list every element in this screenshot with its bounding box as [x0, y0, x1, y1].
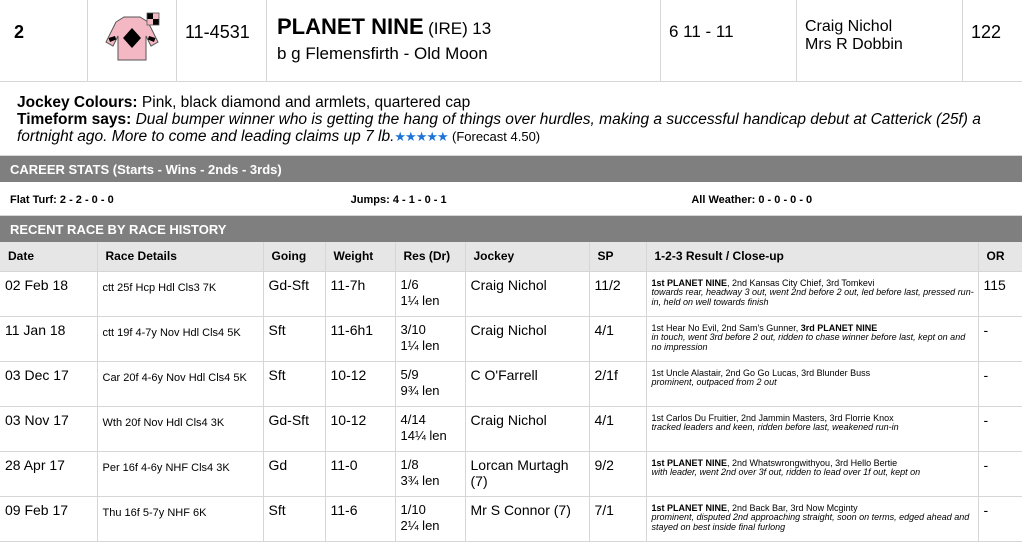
runner-info — [0, 82, 1022, 156]
form-figures: 11-4531 — [177, 0, 267, 81]
history-title: RECENT RACE BY RACE HISTORY — [0, 216, 1022, 242]
race-details[interactable]: Car 20f 4-6y Nov Hdl Cls4 5K — [97, 361, 263, 406]
winner-bold: 1st PLANET NINE — [651, 457, 728, 468]
col-weight: Weight — [325, 242, 395, 271]
placings: 1st Hear No Evil, 2nd Sam's Gunner, — [651, 322, 801, 333]
placed-bold: 3rd PLANET NINE — [800, 322, 878, 333]
table-row[interactable] — [0, 316, 1022, 361]
race-date: 02 Feb 18 — [0, 271, 97, 316]
race-jockey: C O'Farrell — [465, 361, 589, 406]
horse-name-cell — [267, 0, 661, 81]
col-going: Going — [263, 242, 325, 271]
race-or: 115 — [978, 271, 1022, 316]
closeup-comment: in touch, went 3rd before 2 out, ridden to chase winner before last, kept on and no impression — [651, 332, 966, 352]
race-going: Gd — [263, 451, 325, 496]
col-or: OR — [978, 242, 1022, 271]
race-result — [395, 271, 465, 316]
race-details[interactable]: Per 16f 4-6y NHF Cls4 3K — [97, 451, 263, 496]
result-closeup — [646, 451, 978, 496]
starting-price: 4/1 — [589, 316, 646, 361]
race-or: - — [978, 406, 1022, 451]
finish-position: 5/9 — [400, 366, 419, 382]
jockey-silks-icon — [102, 12, 162, 64]
all-weather-stats: All Weather: 0 - 0 - 0 - 0 — [691, 194, 813, 206]
race-date: 28 Apr 17 — [0, 451, 97, 496]
race-weight: 11-0 — [325, 451, 395, 496]
pedigree: b g Flemensfirth - Old Moon — [277, 44, 488, 63]
career-stats-title: CAREER STATS (Starts - Wins - 2nds - 3rds) — [0, 156, 1022, 182]
result-closeup — [646, 271, 978, 316]
finish-position: 4/14 — [400, 411, 426, 427]
star-rating-icon: ★★★★★ — [394, 129, 448, 144]
table-row[interactable] — [0, 451, 1022, 496]
table-row[interactable] — [0, 406, 1022, 451]
race-going: Sft — [263, 316, 325, 361]
closeup-comment: prominent, outpaced from 2 out — [651, 377, 777, 387]
race-date: 03 Nov 17 — [0, 406, 97, 451]
trainer-name[interactable]: Mrs R Dobbin — [805, 36, 903, 53]
beaten-distance: 1¼ len — [400, 337, 440, 353]
result-closeup — [646, 361, 978, 406]
race-date: 09 Feb 17 — [0, 496, 97, 541]
finish-position: 1/10 — [400, 501, 426, 517]
days-since-run: 13 — [472, 19, 492, 38]
race-details[interactable]: ctt 19f 4-7y Nov Hdl Cls4 5K — [97, 316, 263, 361]
race-result — [395, 316, 465, 361]
closeup-comment: with leader, went 2nd over 3f out, ridden to lead over 1f out, kept on — [651, 467, 921, 477]
runner-number: 2 — [0, 0, 88, 81]
race-weight: 11-7h — [325, 271, 395, 316]
beaten-distance: 14¼ len — [400, 427, 447, 443]
race-jockey: Craig Nichol — [465, 316, 589, 361]
winner-bold: 1st PLANET NINE — [651, 277, 728, 288]
career-stats-row — [0, 182, 1022, 216]
race-result — [395, 361, 465, 406]
placings: , 2nd Kansas City Chief, 3rd Tomkevi — [727, 277, 875, 288]
result-closeup — [646, 406, 978, 451]
starting-price: 7/1 — [589, 496, 646, 541]
placings: 1st Uncle Alastair, 2nd Go Go Lucas, 3rd Blunder Buss — [651, 367, 871, 378]
table-row[interactable] — [0, 496, 1022, 541]
race-going: Gd-Sft — [263, 406, 325, 451]
race-weight: 11-6 — [325, 496, 395, 541]
placings: 1st Carlos Du Fruitier, 2nd Jammin Masters, 3rd Florrie Knox — [651, 412, 894, 423]
race-result — [395, 406, 465, 451]
colours-text: Pink, black diamond and armlets, quartered cap — [141, 94, 471, 111]
race-weight: 11-6h1 — [325, 316, 395, 361]
beaten-distance: 3¾ len — [400, 472, 440, 488]
closeup-comment: tracked leaders and keen, ridden before last, weakened run-in — [651, 422, 899, 432]
race-date: 11 Jan 18 — [0, 316, 97, 361]
result-closeup — [646, 496, 978, 541]
winner-bold: 1st PLANET NINE — [651, 502, 728, 513]
beaten-distance: 9¾ len — [400, 382, 440, 398]
race-history-table — [0, 242, 1022, 542]
jockey-name[interactable]: Craig Nichol — [805, 18, 893, 35]
finish-position: 3/10 — [400, 321, 426, 337]
race-or: - — [978, 361, 1022, 406]
col-date: Date — [0, 242, 97, 271]
race-jockey: Craig Nichol — [465, 271, 589, 316]
table-header — [0, 242, 1022, 271]
horse-name[interactable]: PLANET NINE — [277, 14, 424, 39]
placings: , 2nd Whatswrongwithyou, 3rd Hello Bertie — [727, 457, 898, 468]
silk-cell — [88, 0, 177, 81]
race-going: Gd-Sft — [263, 271, 325, 316]
placings: , 2nd Back Bar, 3rd Now Mcginty — [727, 502, 858, 513]
race-details[interactable]: Thu 16f 5-7y NHF 6K — [97, 496, 263, 541]
closeup-comment: towards rear, headway 3 out, went 2nd before 2 out, led before last, pressed run-in, held on well towards finish — [651, 287, 974, 307]
race-details[interactable]: ctt 25f Hcp Hdl Cls3 7K — [97, 271, 263, 316]
race-jockey: Lorcan Murtagh (7) — [465, 451, 589, 496]
col-sp: SP — [589, 242, 646, 271]
race-going: Sft — [263, 361, 325, 406]
race-going: Sft — [263, 496, 325, 541]
flat-turf-stats: Flat Turf: 2 - 2 - 0 - 0 — [10, 194, 114, 206]
forecast-odds: (Forecast 4.50) — [451, 129, 541, 144]
connections — [797, 0, 963, 81]
closeup-comment: prominent, disputed 2nd approaching straight, soon on terms, edged ahead and stayed on best inside final furlong — [651, 512, 970, 532]
col-closeup: 1-2-3 Result / Close-up — [646, 242, 978, 271]
timeform-label: Timeform says: — [17, 111, 132, 128]
beaten-distance: 1¼ len — [400, 292, 440, 308]
starting-price: 11/2 — [589, 271, 646, 316]
race-weight: 10-12 — [325, 361, 395, 406]
timeform-comment: Dual bumper winner who is getting the hang of things over hurdles, making a successful handicap debut at Catterick (25f) a fortnight ago. More to come and leading claims up 7 lb. — [17, 111, 981, 145]
race-details[interactable]: Wth 20f Nov Hdl Cls4 3K — [97, 406, 263, 451]
race-date: 03 Dec 17 — [0, 361, 97, 406]
starting-price: 9/2 — [589, 451, 646, 496]
official-rating: 122 — [971, 22, 1002, 42]
starting-price: 2/1f — [589, 361, 646, 406]
runner-header — [0, 0, 1022, 82]
race-jockey: Craig Nichol — [465, 406, 589, 451]
colours-label: Jockey Colours: — [17, 94, 138, 111]
race-result — [395, 496, 465, 541]
age-weight: 6 11 - 11 — [661, 0, 797, 81]
col-result: Res (Dr) — [395, 242, 465, 271]
race-or: - — [978, 496, 1022, 541]
race-result — [395, 451, 465, 496]
race-or: - — [978, 316, 1022, 361]
race-jockey: Mr S Connor (7) — [465, 496, 589, 541]
col-jockey: Jockey — [465, 242, 589, 271]
race-or: - — [978, 451, 1022, 496]
finish-position: 1/6 — [400, 276, 419, 292]
race-weight: 10-12 — [325, 406, 395, 451]
table-row[interactable] — [0, 271, 1022, 316]
jumps-stats: Jumps: 4 - 1 - 0 - 1 — [350, 194, 447, 206]
horse-country: (IRE) — [428, 19, 468, 38]
beaten-distance: 2¼ len — [400, 517, 440, 533]
col-race-details: Race Details — [97, 242, 263, 271]
table-row[interactable] — [0, 361, 1022, 406]
result-closeup — [646, 316, 978, 361]
starting-price: 4/1 — [589, 406, 646, 451]
finish-position: 1/8 — [400, 456, 419, 472]
